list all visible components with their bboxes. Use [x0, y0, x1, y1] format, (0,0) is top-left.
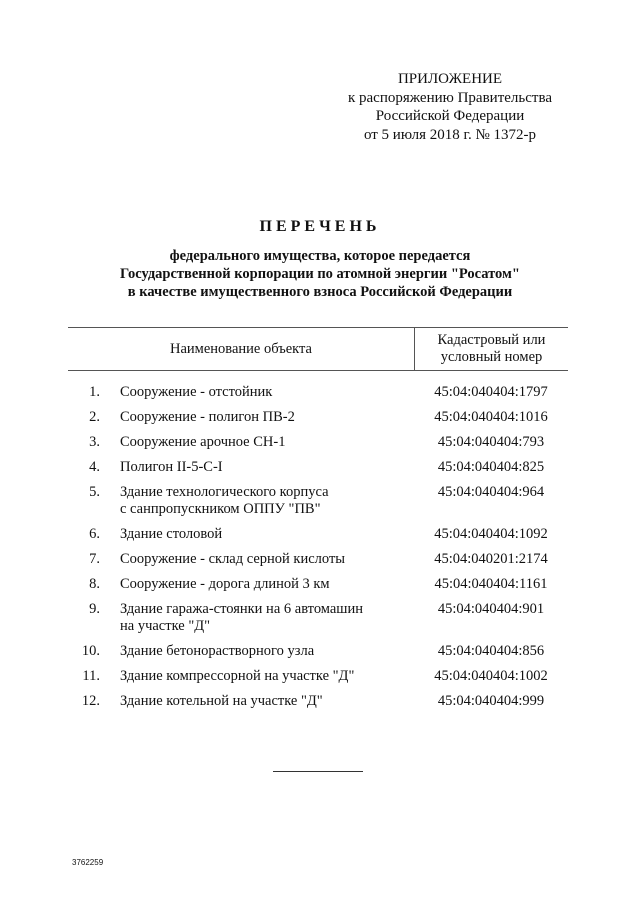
table-row [68, 693, 568, 718]
row-object-name [120, 409, 410, 426]
row-cadastral-number: 45:04:040404:793 [437, 434, 545, 450]
table-row [68, 526, 568, 551]
table-row [68, 601, 568, 643]
row-object-name [120, 576, 410, 593]
row-object-name-line-1: Сооружение - отстойник [120, 384, 273, 400]
row-object-name-line-1: Здание компрессорной на участке "Д" [120, 668, 355, 684]
row-object-name [120, 693, 410, 710]
document-subtitle [0, 247, 640, 301]
appendix-line-date: от 5 июля 2018 г. № 1372-р [363, 126, 537, 143]
appendix-heading: ПРИЛОЖЕНИЕ [397, 71, 503, 87]
row-object-name-line-1: Сооружение - дорога длиной 3 км [120, 576, 330, 592]
row-object-name-line-1: Сооружение - полигон ПВ-2 [120, 409, 295, 425]
table-row [68, 384, 568, 409]
row-object-name-line-1: Здание бетонорастворного узла [120, 643, 315, 659]
row-object-name-line-1: Полигон II-5-C-I [120, 459, 223, 475]
table-row [68, 643, 568, 668]
row-object-name-line-2: на участке "Д" [120, 618, 211, 634]
row-index: 2. [89, 409, 100, 425]
row-object-name-line-1: Здание столовой [120, 526, 223, 542]
row-cadastral-number: 45:04:040404:1092 [434, 526, 548, 542]
table-row [68, 484, 568, 526]
subtitle-line-2: Государственной корпорации по атомной энергии "Росатом" [120, 266, 520, 282]
row-index: 11. [82, 668, 100, 684]
row-index: 6. [89, 526, 100, 542]
row-cadastral-number: 45:04:040404:856 [437, 643, 545, 659]
table-row [68, 409, 568, 434]
table-row [68, 434, 568, 459]
row-object-name-line-1: Здание гаража-стоянки на 6 автомашин [120, 601, 363, 617]
table-row [68, 576, 568, 601]
row-object-name [120, 526, 410, 543]
row-index: 12. [81, 693, 100, 709]
row-object-name [120, 668, 410, 685]
row-object-name-line-1: Здание котельной на участке "Д" [120, 693, 323, 709]
row-object-name [120, 601, 410, 635]
document-code: 3762259 [72, 858, 104, 867]
row-object-name [120, 484, 410, 518]
row-cadastral-number: 45:04:040404:901 [437, 601, 545, 617]
table-row [68, 668, 568, 693]
row-cadastral-number: 45:04:040201:2174 [434, 551, 548, 567]
row-object-name-line-1: Сооружение - склад серной кислоты [120, 551, 346, 567]
table-header [68, 327, 568, 371]
appendix-line-order: к распоряжению Правительства [347, 89, 552, 106]
end-divider [273, 771, 363, 772]
row-cadastral-number: 45:04:040404:1161 [434, 576, 548, 592]
row-index: 3. [89, 434, 100, 450]
subtitle-line-1: федерального имущества, которое передается [169, 248, 471, 264]
appendix-block [320, 70, 580, 144]
subtitle-line-3: в качестве имущественного взноса Российской Федерации [127, 284, 513, 300]
row-index: 8. [89, 576, 100, 592]
row-object-name [120, 434, 410, 451]
row-cadastral-number: 45:04:040404:1016 [434, 409, 548, 425]
row-cadastral-number: 45:04:040404:1797 [434, 384, 548, 400]
row-object-name [120, 459, 410, 476]
row-object-name-line-2: с санпропускником ОППУ "ПВ" [120, 501, 321, 517]
table-row [68, 551, 568, 576]
row-object-name-line-1: Здание технологического корпуса [120, 484, 329, 500]
header-cadastral-number [415, 328, 568, 370]
document-title: ПЕРЕЧЕНЬ [259, 218, 381, 235]
row-index: 7. [89, 551, 100, 567]
header-object-name: Наименование объекта [68, 328, 415, 370]
row-index: 10. [81, 643, 100, 659]
table-row [68, 459, 568, 484]
appendix-line-federation: Российской Федерации [375, 108, 525, 124]
row-index: 1. [89, 384, 100, 400]
row-object-name [120, 551, 410, 568]
row-index: 4. [89, 459, 100, 475]
row-cadastral-number: 45:04:040404:825 [437, 459, 545, 475]
header-cadastral-line-2: условный номер [440, 349, 543, 365]
row-object-name-line-1: Сооружение арочное СН-1 [120, 434, 286, 450]
row-object-name [120, 643, 410, 660]
row-cadastral-number: 45:04:040404:964 [437, 484, 545, 500]
row-index: 9. [89, 601, 100, 617]
row-index: 5. [89, 484, 100, 500]
row-cadastral-number: 45:04:040404:999 [437, 693, 545, 709]
row-object-name [120, 384, 410, 401]
header-cadastral-line-1: Кадастровый или [437, 332, 546, 348]
row-cadastral-number: 45:04:040404:1002 [434, 668, 548, 684]
table-body [68, 384, 568, 718]
